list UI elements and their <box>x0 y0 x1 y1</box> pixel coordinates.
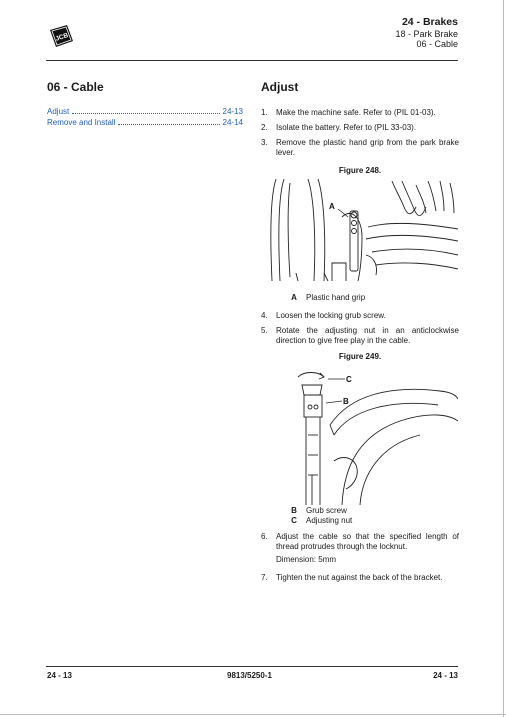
step-text: Adjust the cable so that the specified length of thread protrudes through the locknut. <box>276 532 459 551</box>
procedure-heading: Adjust <box>261 80 299 94</box>
step-5 <box>261 326 459 346</box>
step-text: Loosen the locking grub screw. <box>276 311 386 320</box>
toc-leader <box>72 113 219 114</box>
step-text: Tighten the nut against the back of the bracket. <box>276 573 443 582</box>
subsection-title: 06 - Cable <box>416 39 458 49</box>
legend-text: Adjusting nut <box>306 516 353 525</box>
step-number: 7. <box>261 573 268 582</box>
step-2 <box>261 123 459 133</box>
figure-248-illustration <box>262 177 458 283</box>
step-number: 5. <box>261 326 268 335</box>
page-edge <box>503 0 504 717</box>
footer-doc-number: 9813/5250-1 <box>227 671 272 680</box>
jcb-logo <box>48 24 74 48</box>
toc-page: 24-13 <box>222 107 243 116</box>
steps-group-2 <box>261 311 459 346</box>
footer-page-right: 24 - 13 <box>433 671 458 680</box>
toc-label: Remove and Install <box>47 118 116 127</box>
step-7 <box>261 573 459 583</box>
step-text: Remove the plastic hand grip from the park brake lever. <box>276 138 459 157</box>
figure-249-legend <box>282 506 352 526</box>
step-number: 1. <box>261 108 268 117</box>
toc-page: 24-14 <box>222 118 243 127</box>
header-rule <box>46 60 458 61</box>
toc-link-remove-install[interactable] <box>47 116 243 127</box>
step-6 <box>261 532 459 552</box>
step-text: Rotate the adjusting nut in an anticlockwise direction to give free play in the cable. <box>276 326 459 345</box>
legend-text: Grub screw <box>306 506 347 515</box>
table-of-contents <box>47 105 243 127</box>
page-header <box>395 16 458 49</box>
step-1 <box>261 108 459 118</box>
legend-key: A <box>291 293 297 302</box>
section-heading: 06 - Cable <box>47 80 104 94</box>
page-edge-bottom <box>0 714 506 715</box>
figure-248-caption: Figure 248. <box>338 166 382 175</box>
toc-label: Adjust <box>47 107 70 116</box>
callout-a: A <box>329 202 335 211</box>
step-text: Make the machine safe. Refer to (PIL 01-03). <box>276 108 436 117</box>
figure-249-caption: Figure 249. <box>338 352 382 361</box>
logo-text: JCB <box>54 32 70 43</box>
figure-249-illustration <box>290 365 458 505</box>
footer-rule <box>46 666 458 667</box>
legend-text: Plastic hand grip <box>306 293 366 302</box>
chapter-title: 24 - Brakes <box>401 16 458 28</box>
step-number: 6. <box>261 532 268 541</box>
step-number: 3. <box>261 138 268 147</box>
section-title: 18 - Park Brake <box>395 29 458 39</box>
step-4 <box>261 311 459 321</box>
callout-b: B <box>343 397 349 406</box>
step-text: Isolate the battery. Refer to (PIL 33-03). <box>276 123 417 132</box>
toc-leader <box>118 124 219 125</box>
dimension-note: Dimension: 5mm <box>276 555 337 564</box>
legend-row <box>282 506 352 516</box>
step-number: 4. <box>261 311 268 320</box>
steps-group-3 <box>261 532 459 583</box>
toc-link-adjust[interactable] <box>47 105 243 116</box>
footer-page-left: 24 - 13 <box>47 671 72 680</box>
step-3 <box>261 138 459 158</box>
legend-row <box>282 516 352 526</box>
figure-248-legend <box>282 293 365 303</box>
step-number: 2. <box>261 123 268 132</box>
legend-key: C <box>291 516 297 525</box>
callout-c: C <box>346 375 352 384</box>
steps-group-1 <box>261 108 459 158</box>
legend-key: B <box>291 506 297 515</box>
